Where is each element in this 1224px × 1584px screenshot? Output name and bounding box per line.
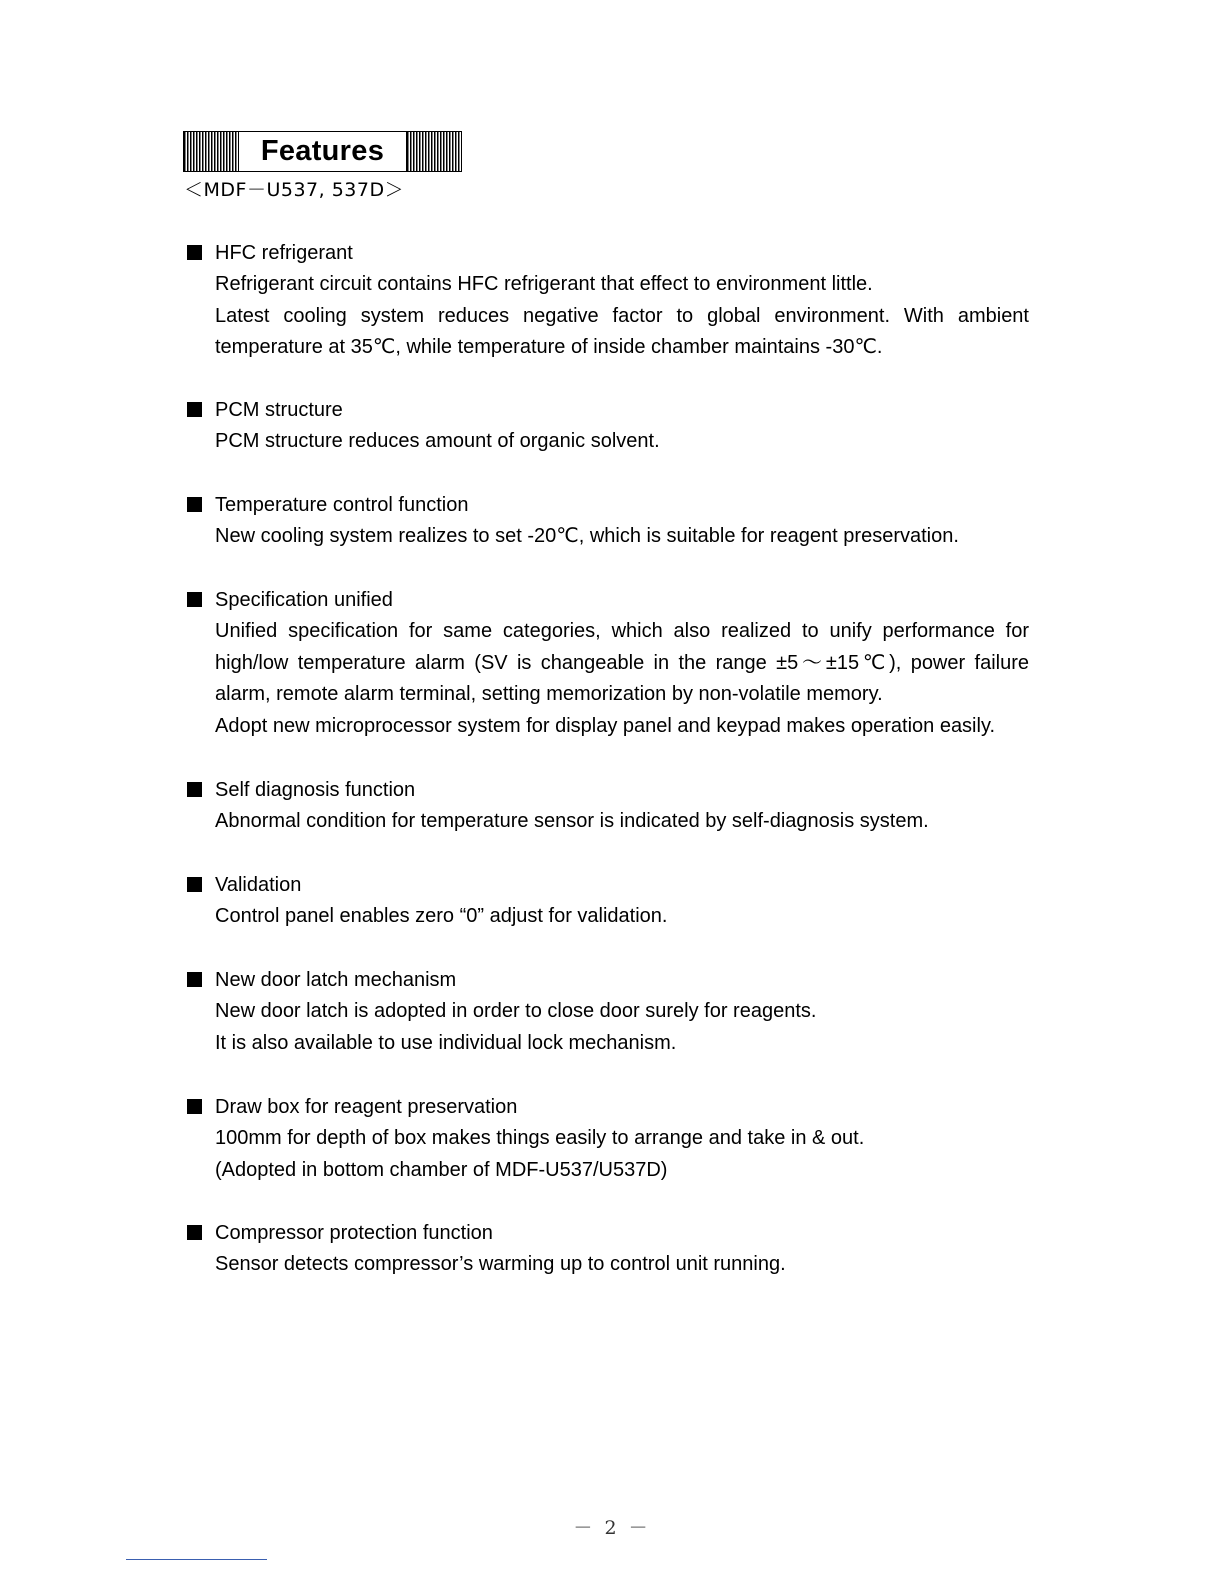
square-bullet-icon — [187, 972, 202, 987]
feature-description — [215, 1123, 1029, 1186]
description-line: (Adopted in bottom chamber of MDF-U537/U537D) — [215, 1158, 668, 1181]
square-bullet-icon — [187, 782, 202, 797]
square-bullet-icon — [187, 497, 202, 512]
description-line: Latest cooling system reduces negative factor to global environment. With ambient temperature at 35℃, while temperature of inside chamber maintains -30℃. — [215, 304, 1029, 359]
feature-description — [215, 806, 1029, 838]
feature-description — [215, 996, 1029, 1059]
feature-heading — [186, 869, 1029, 901]
feature-pcm-structure — [186, 394, 1029, 458]
feature-heading — [186, 584, 1029, 616]
feature-door-latch — [186, 964, 1029, 1059]
feature-temperature-control — [186, 489, 1029, 553]
feature-title: New door latch mechanism — [215, 969, 457, 991]
feature-title: Self diagnosis function — [215, 779, 416, 801]
barcode-decoration-right — [406, 132, 461, 171]
feature-heading — [186, 237, 1029, 269]
square-bullet-icon — [187, 1099, 202, 1114]
feature-specification-unified — [186, 584, 1029, 743]
feature-title: Specification unified — [215, 589, 393, 611]
feature-title: Draw box for reagent preservation — [215, 1096, 518, 1118]
description-line: Abnormal condition for temperature sensor is indicated by self-diagnosis system. — [215, 810, 929, 832]
feature-description — [215, 1249, 1029, 1281]
description-line: Control panel enables zero “0” adjust for validation. — [215, 905, 668, 927]
feature-description — [215, 616, 1029, 743]
square-bullet-icon — [187, 592, 202, 607]
feature-draw-box — [186, 1091, 1029, 1186]
description-line: Unified specification for same categories, which also realized to unify performance for high/low temperature alarm (SV is changeable in the range ±5～±15℃), power failure alarm, remote alarm terminal, setting memorization by non-volatile memory. — [215, 620, 1029, 706]
square-bullet-icon — [187, 1225, 202, 1240]
square-bullet-icon — [187, 402, 202, 417]
feature-description — [215, 426, 1029, 458]
description-line: It is also available to use individual lock mechanism. — [215, 1031, 677, 1054]
feature-description — [215, 269, 1029, 364]
barcode-decoration-left — [184, 132, 239, 171]
footnote-separator-line — [126, 1559, 267, 1560]
model-subtitle: ＜MDF－U537, 537D＞ — [184, 179, 405, 201]
feature-heading — [186, 774, 1029, 806]
feature-self-diagnosis — [186, 774, 1029, 838]
page-title: Features — [260, 135, 385, 167]
description-line: 100mm for depth of box makes things easily to arrange and take in & out. — [215, 1127, 865, 1149]
feature-validation — [186, 869, 1029, 933]
page-number: － 2 － — [573, 1517, 651, 1539]
description-line: New cooling system realizes to set -20℃, which is suitable for reagent preservation. — [215, 525, 959, 547]
feature-heading — [186, 394, 1029, 426]
description-line: Adopt new microprocessor system for display panel and keypad makes operation easily. — [215, 715, 996, 738]
feature-heading — [186, 489, 1029, 521]
feature-title: Compressor protection function — [215, 1222, 493, 1244]
feature-title: HFC refrigerant — [215, 242, 353, 264]
feature-title: Temperature control function — [215, 494, 469, 516]
feature-heading — [186, 1217, 1029, 1249]
feature-compressor-protection — [186, 1217, 1029, 1281]
square-bullet-icon — [187, 245, 202, 260]
feature-title: Validation — [215, 874, 302, 896]
square-bullet-icon — [187, 877, 202, 892]
feature-description — [215, 521, 1029, 553]
description-line: Refrigerant circuit contains HFC refrigerant that effect to environment little. — [215, 273, 873, 295]
feature-hfc-refrigerant — [186, 237, 1029, 364]
description-line: PCM structure reduces amount of organic solvent. — [215, 430, 660, 452]
features-heading-box — [183, 131, 462, 172]
description-line: Sensor detects compressor’s warming up to control unit running. — [215, 1253, 786, 1275]
description-line: New door latch is adopted in order to close door surely for reagents. — [215, 1000, 817, 1022]
feature-title: PCM structure — [215, 399, 343, 421]
feature-description — [215, 901, 1029, 933]
feature-heading — [186, 964, 1029, 996]
feature-heading — [186, 1091, 1029, 1123]
